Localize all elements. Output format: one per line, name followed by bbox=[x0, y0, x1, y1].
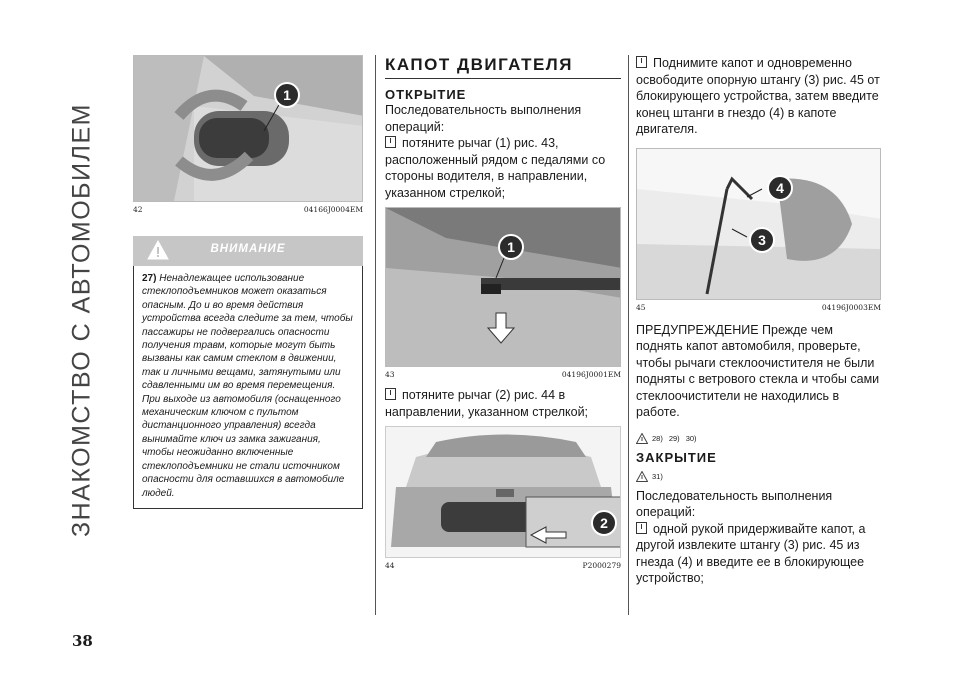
column-divider bbox=[375, 55, 376, 615]
warning-box bbox=[133, 266, 363, 509]
page-number: 38 bbox=[72, 632, 93, 650]
checkbox-bullet-icon bbox=[636, 56, 647, 68]
step-1: потяните рычаг (1) рис. 43, расположенный рядом с педалями со стороны водителя, в направлении, указанном стрелкой; bbox=[385, 136, 606, 200]
figure-code: 04166J0004EM bbox=[303, 205, 363, 214]
step-3: Поднимите капот и одновременно освободите опорную штангу (3) рис. 45 от блокирующего устройства, затем введите конец штанги в гнездо (4) в капоте двигателя. bbox=[636, 56, 880, 136]
figure-number: 44 bbox=[385, 561, 395, 570]
warning-triangle-icon bbox=[636, 471, 648, 482]
checkbox-bullet-icon bbox=[385, 388, 396, 400]
callout-1: 1 bbox=[498, 234, 524, 260]
figure-code: 04196J0003EM bbox=[821, 302, 881, 312]
car-front-illustration bbox=[386, 427, 621, 557]
open-intro: Последовательность выполнения операций: bbox=[385, 103, 582, 134]
warning-text: Ненадлежащее использование стеклоподъемников может оказаться опасным. До и во время действия устройства всегда следите за тем, чтобы пассажиры не подвергались опасности получения травм, которые могут быть вызваны как самим стеклом в движении, так и личными вещами, затянутыми или сдавленными им во время перемещения. При выходе из автомобиля (оснащенного механическим ключом с пультом дистанционного управления) всегда вынимайте ключ из замка зажигания, чтобы неожиданно включенные стеклоподъемники не стали источником опасности для оставшихся в автомобиле людей. bbox=[142, 273, 353, 499]
column-right bbox=[636, 55, 881, 587]
figure-45 bbox=[636, 148, 881, 300]
warning-ref: 27) bbox=[142, 273, 157, 284]
warning-title: ВНИМАНИЕ bbox=[210, 243, 286, 255]
column-middle bbox=[385, 55, 621, 570]
step-2: потяните рычаг (2) рис. 44 в направлении, указанном стрелкой; bbox=[385, 388, 589, 419]
figure-44-caption bbox=[385, 561, 621, 570]
figure-42 bbox=[133, 55, 363, 202]
figure-43 bbox=[385, 207, 621, 367]
column-left bbox=[133, 55, 363, 509]
callout-1: 1 bbox=[274, 82, 300, 108]
callout-4: 4 bbox=[767, 175, 793, 201]
hood-prop-rod-illustration bbox=[637, 149, 881, 299]
figure-42-caption bbox=[133, 205, 363, 214]
subsection-title-close: ЗАКРЫТИЕ bbox=[636, 449, 717, 465]
figure-code: P2000279 bbox=[582, 561, 621, 570]
warning-header bbox=[133, 236, 363, 266]
window-switch-illustration bbox=[134, 56, 363, 201]
section-title: КАПОТ ДВИГАТЕЛЯ bbox=[385, 55, 621, 79]
caution-text: ПРЕДУПРЕЖДЕНИЕ Прежде чем поднять капот автомобиля, проверьте, чтобы рычаги стеклоочистителя не были подняты с ветрового стекла и чтобы сами стеклоочистители не находились в работе. bbox=[636, 322, 880, 419]
figure-number: 43 bbox=[385, 370, 395, 379]
checkbox-bullet-icon bbox=[636, 522, 647, 534]
warning-triangle-icon bbox=[636, 433, 648, 444]
figure-code: 04196J0001EM bbox=[561, 370, 621, 379]
figure-number: 45 bbox=[636, 302, 646, 312]
figure-45-caption bbox=[636, 303, 881, 312]
column-divider bbox=[628, 55, 629, 615]
checkbox-bullet-icon bbox=[385, 136, 396, 148]
close-warning-refs: 31) bbox=[636, 471, 881, 482]
callout-2: 2 bbox=[591, 510, 617, 536]
close-step-1: одной рукой придерживайте капот, а другой извлеките штангу (3) рис. 45 из гнезда (4) и введите ее в блокирующее устройство; bbox=[636, 521, 866, 585]
subsection-title-open: ОТКРЫТИЕ bbox=[385, 87, 467, 102]
callout-3: 3 bbox=[749, 227, 775, 253]
figure-43-caption bbox=[385, 370, 621, 379]
close-intro: Последовательность выполнения операций: bbox=[636, 488, 833, 519]
figure-44 bbox=[385, 426, 621, 558]
figure-number: 42 bbox=[133, 205, 143, 214]
chapter-side-title: ЗНАКОМСТВО С АВТОМОБИЛЕМ bbox=[67, 103, 96, 537]
hood-lever-illustration bbox=[386, 208, 621, 366]
open-warning-refs: 28) 29) 30) bbox=[636, 433, 881, 444]
